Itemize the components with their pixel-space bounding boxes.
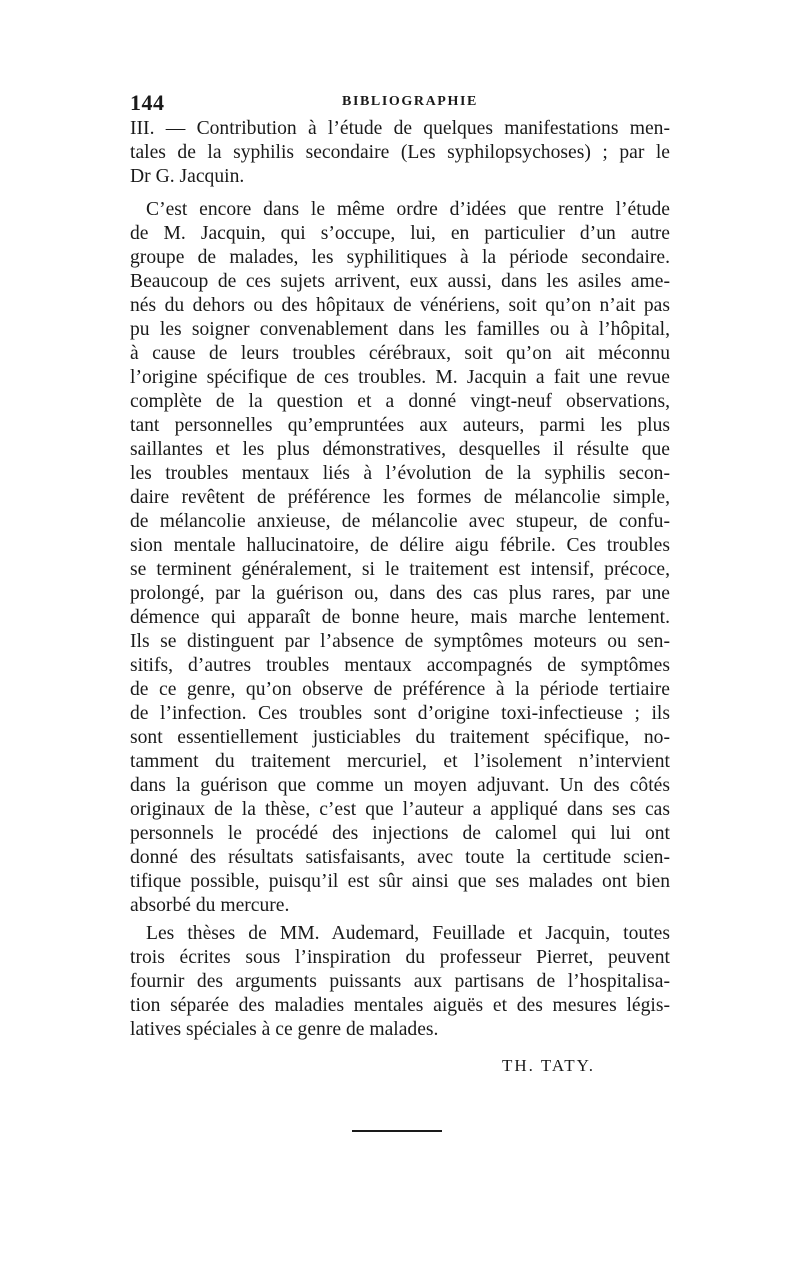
paragraph-line: Beaucoup de ces sujets arrivent, eux aussi, dans les asiles ame-: [130, 271, 670, 292]
paragraph-line: complète de la question et a donné vingt-neuf observations,: [130, 391, 670, 412]
paragraph-line: tamment du traitement mercuriel, et l’isolement n’intervient: [130, 751, 670, 772]
paragraph-line: l’origine spécifique de ces troubles. M. Jacquin a fait une revue: [130, 367, 670, 388]
paragraph-line: originaux de la thèse, c’est que l’auteur a appliqué dans ses cas: [130, 799, 670, 820]
article-title-line: tales de la syphilis secondaire (Les syphilopsychoses) ; par le: [130, 142, 670, 163]
paragraph-line: de mélancolie anxieuse, de mélancolie avec stupeur, de confu-: [130, 511, 670, 532]
paragraph-line: prolongé, par la guérison ou, dans des cas plus rares, par une: [130, 583, 670, 604]
article-title-line: Dr G. Jacquin.: [130, 166, 245, 187]
paragraph-line: pu les soigner convenablement dans les familles ou à l’hôpital,: [130, 319, 670, 340]
paragraph-line: absorbé du mercure.: [130, 895, 290, 916]
paragraph-line: à cause de leurs troubles cérébraux, soit qu’on ait méconnu: [130, 343, 670, 364]
article-title-line: III. — Contribution à l’étude de quelques manifestations men-: [130, 118, 670, 139]
page-number: 144: [130, 90, 165, 115]
paragraph-line: dans la guérison que comme un moyen adjuvant. Un des côtés: [130, 775, 670, 796]
section-gap: [130, 189, 670, 198]
paragraph-line: sont essentiellement justiciables du traitement spécifique, no-: [130, 727, 670, 748]
paragraph-line: Les thèses de MM. Audemard, Feuillade et Jacquin, toutes: [146, 923, 670, 944]
paragraph-line: saillantes et les plus démonstratives, desquelles il résulte que: [130, 439, 670, 460]
paragraph-line: démence qui apparaît de bonne heure, mais marche lentement.: [130, 607, 670, 628]
paragraph-line: tant personnelles qu’empruntées aux auteurs, parmi les plus: [130, 415, 670, 436]
paragraph-line: se terminent généralement, si le traitement est intensif, précoce,: [130, 559, 670, 580]
paragraph-line: latives spéciales à ce genre de malades.: [130, 1019, 439, 1040]
paragraph-line: C’est encore dans le même ordre d’idées que rentre l’étude: [146, 199, 670, 220]
paragraph-line: sitifs, d’autres troubles mentaux accompagnés de symptômes: [130, 655, 670, 676]
paragraph-line: personnels le procédé des injections de calomel qui lui ont: [130, 823, 670, 844]
running-header: [130, 90, 670, 114]
paragraph-line: de M. Jacquin, qui s’occupe, lui, en particulier d’un autre: [130, 223, 670, 244]
paragraph-line: de ce genre, qu’on observe de préférence à la période tertiaire: [130, 679, 670, 700]
paragraph-line: groupe de malades, les syphilitiques à la période secondaire.: [130, 247, 670, 268]
author-signature: TH. TATY.: [502, 1056, 595, 1075]
paragraph-line: sion mentale hallucinatoire, de délire aigu fébrile. Ces troubles: [130, 535, 670, 556]
section-divider: [352, 1130, 442, 1132]
paragraph-line: tifique possible, puisqu’il est sûr ainsi que ses malades ont bien: [130, 871, 670, 892]
running-title: BIBLIOGRAPHIE: [342, 94, 478, 109]
paragraph-line: de l’infection. Ces troubles sont d’origine toxi-infectieuse ; ils: [130, 703, 670, 724]
paragraph-line: tion séparée des maladies mentales aiguës et des mesures légis-: [130, 995, 670, 1016]
paragraph-line: trois écrites sous l’inspiration du professeur Pierret, peuvent: [130, 947, 670, 968]
paragraph-line: nés du dehors ou des hôpitaux de vénériens, soit qu’on n’ait pas: [130, 295, 670, 316]
paragraph-line: les troubles mentaux liés à l’évolution de la syphilis secon-: [130, 463, 670, 484]
paragraph-line: daire revêtent de préférence les formes de mélancolie simple,: [130, 487, 670, 508]
paragraph-line: donné des résultats satisfaisants, avec toute la certitude scien-: [130, 847, 670, 868]
paragraph-line: fournir des arguments puissants aux partisans de l’hospitalisa-: [130, 971, 670, 992]
paragraph-line: Ils se distinguent par l’absence de symptômes moteurs ou sen-: [130, 631, 670, 652]
article-body: [130, 117, 670, 1042]
